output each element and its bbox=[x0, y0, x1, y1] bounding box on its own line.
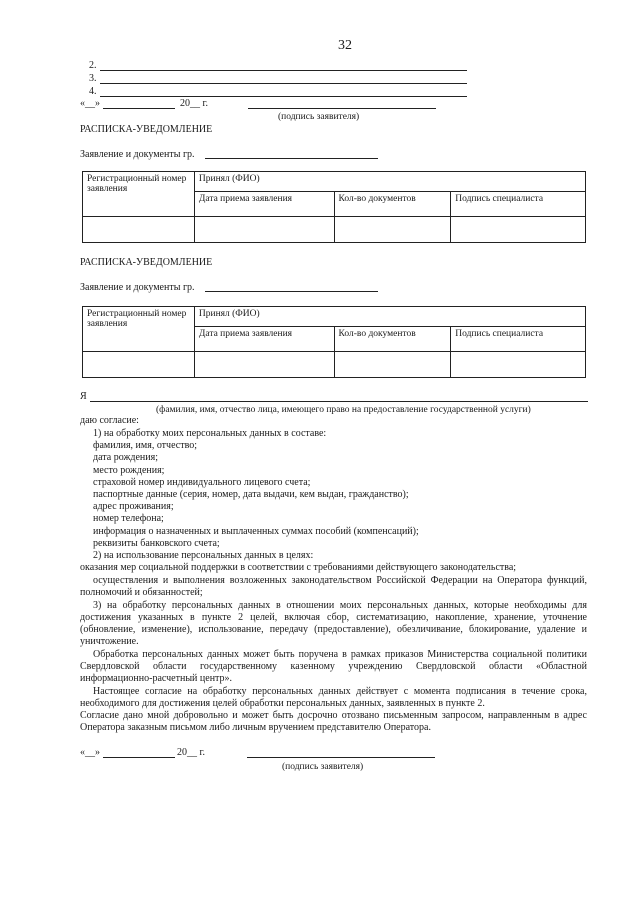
assignment-line: Обработка персональных данных может быть поручена в рамках приказов Министерства социальной политики bbox=[93, 649, 587, 660]
assignment-line: информационно-расчетный центр». bbox=[80, 673, 233, 684]
signature-caption: (подпись заявителя) bbox=[282, 762, 364, 772]
list-item-line bbox=[100, 96, 467, 97]
accepted-header: Принял (ФИО) bbox=[194, 307, 585, 327]
docs-label: Заявление и документы гр. bbox=[80, 149, 195, 160]
consent-ya: Я bbox=[80, 391, 87, 402]
column-header: Дата приема заявления bbox=[194, 192, 334, 216]
consent-item: 2) на использование персональных данных в целях: bbox=[93, 550, 314, 561]
signature-line bbox=[248, 108, 436, 109]
item3-line: (обновление, изменение), использование, передачу (предоставление), обезличивание, блокирование, удаление и bbox=[80, 624, 587, 635]
consent-item: адрес проживания; bbox=[93, 501, 174, 512]
consent-item: фамилия, имя, отчество; bbox=[93, 440, 198, 451]
table-cell bbox=[334, 351, 451, 377]
list-item-line bbox=[100, 70, 467, 71]
list-item-number: 4. bbox=[89, 86, 97, 97]
voluntary-line: Согласие дано мной добровольно и может быть досрочно отозвано письменным запросом, направленным в адрес bbox=[80, 710, 587, 721]
table-cell bbox=[194, 351, 334, 377]
assignment-line: Свердловской области государственному казенному учреждению Свердловской области «Областной bbox=[80, 661, 587, 672]
voluntary-line: Оператора заказным письмом либо личным вручением представителю Оператора. bbox=[80, 722, 431, 733]
item3-line: достижения указанных в пункте 2 целей, включая сбор, систематизацию, накопление, хранение, уточнение bbox=[80, 612, 587, 623]
column-header: Кол-во документов bbox=[334, 327, 451, 351]
table-cell bbox=[334, 216, 451, 242]
accepted-header: Принял (ФИО) bbox=[194, 172, 585, 192]
consent-item: дата рождения; bbox=[93, 452, 158, 463]
consent-item: информация о назначенных и выплаченных суммах пособий (компенсаций); bbox=[93, 526, 419, 537]
consent-item: реквизиты банковского счета; bbox=[93, 538, 220, 549]
date-year: 20__ г. bbox=[177, 747, 205, 758]
reg-number-header: Регистрационный номер заявления bbox=[83, 172, 195, 217]
list-item-line bbox=[100, 83, 467, 84]
list-item-number: 2. bbox=[89, 60, 97, 71]
consent-item: место рождения; bbox=[93, 465, 165, 476]
purpose-line: осуществления и выполнения возложенных законодательством Российской Федерации на Оператора функций, bbox=[93, 575, 587, 586]
date-month-line bbox=[103, 108, 175, 109]
docs-label: Заявление и документы гр. bbox=[80, 282, 195, 293]
column-header: Подпись специалиста bbox=[451, 192, 586, 216]
fio-line bbox=[90, 401, 588, 402]
column-header: Кол-во документов bbox=[334, 192, 451, 216]
docs-name-line bbox=[205, 291, 378, 292]
table-cell bbox=[83, 351, 195, 377]
table-cell bbox=[83, 216, 195, 242]
receipt-title: РАСПИСКА-УВЕДОМЛЕНИЕ bbox=[80, 124, 213, 135]
receipt-table bbox=[82, 306, 586, 378]
consent-item: страховой номер индивидуального лицевого счета; bbox=[93, 477, 311, 488]
date-month-line bbox=[103, 757, 175, 758]
date-day: «__» bbox=[80, 98, 100, 109]
docs-name-line bbox=[205, 158, 378, 159]
give-consent: даю согласие: bbox=[80, 415, 139, 426]
signature-caption: (подпись заявителя) bbox=[278, 112, 360, 122]
consent-item: 1) на обработку моих персональных данных в составе: bbox=[93, 428, 327, 439]
date-year: 20__ г. bbox=[180, 98, 208, 109]
consent-item: паспортные данные (серия, номер, дата выдачи, кем выдан, гражданство); bbox=[93, 489, 409, 500]
receipt-table bbox=[82, 171, 586, 243]
column-header: Дата приема заявления bbox=[194, 327, 334, 351]
item3-line: уничтожение. bbox=[80, 636, 139, 647]
consent-item: номер телефона; bbox=[93, 513, 164, 524]
date-day: «__» bbox=[80, 747, 100, 758]
signature-line bbox=[247, 757, 435, 758]
table-cell bbox=[451, 216, 586, 242]
validity-line: Настоящее согласие на обработку персональных данных действует с момента подписания в течение срока, bbox=[93, 686, 587, 697]
page-number: 32 bbox=[338, 38, 352, 53]
column-header: Подпись специалиста bbox=[451, 327, 586, 351]
item3-line: 3) на обработку персональных данных в отношении моих персональных данных, которые необходимы для bbox=[93, 600, 587, 611]
purpose-line: полномочий и обязанностей; bbox=[80, 587, 203, 598]
consent-item: оказания мер социальной поддержки в соответствии с требованиями действующего законодательства; bbox=[80, 562, 517, 573]
list-item-number: 3. bbox=[89, 73, 97, 84]
fio-caption: (фамилия, имя, отчество лица, имеющего право на предоставление государственной услуги) bbox=[156, 405, 531, 415]
reg-number-header: Регистрационный номер заявления bbox=[83, 307, 195, 352]
validity-line: необходимого для достижения целей обработки персональных данных, заявленных в пункте 2. bbox=[80, 698, 485, 709]
receipt-title: РАСПИСКА-УВЕДОМЛЕНИЕ bbox=[80, 257, 213, 268]
table-cell bbox=[451, 351, 586, 377]
table-cell bbox=[194, 216, 334, 242]
